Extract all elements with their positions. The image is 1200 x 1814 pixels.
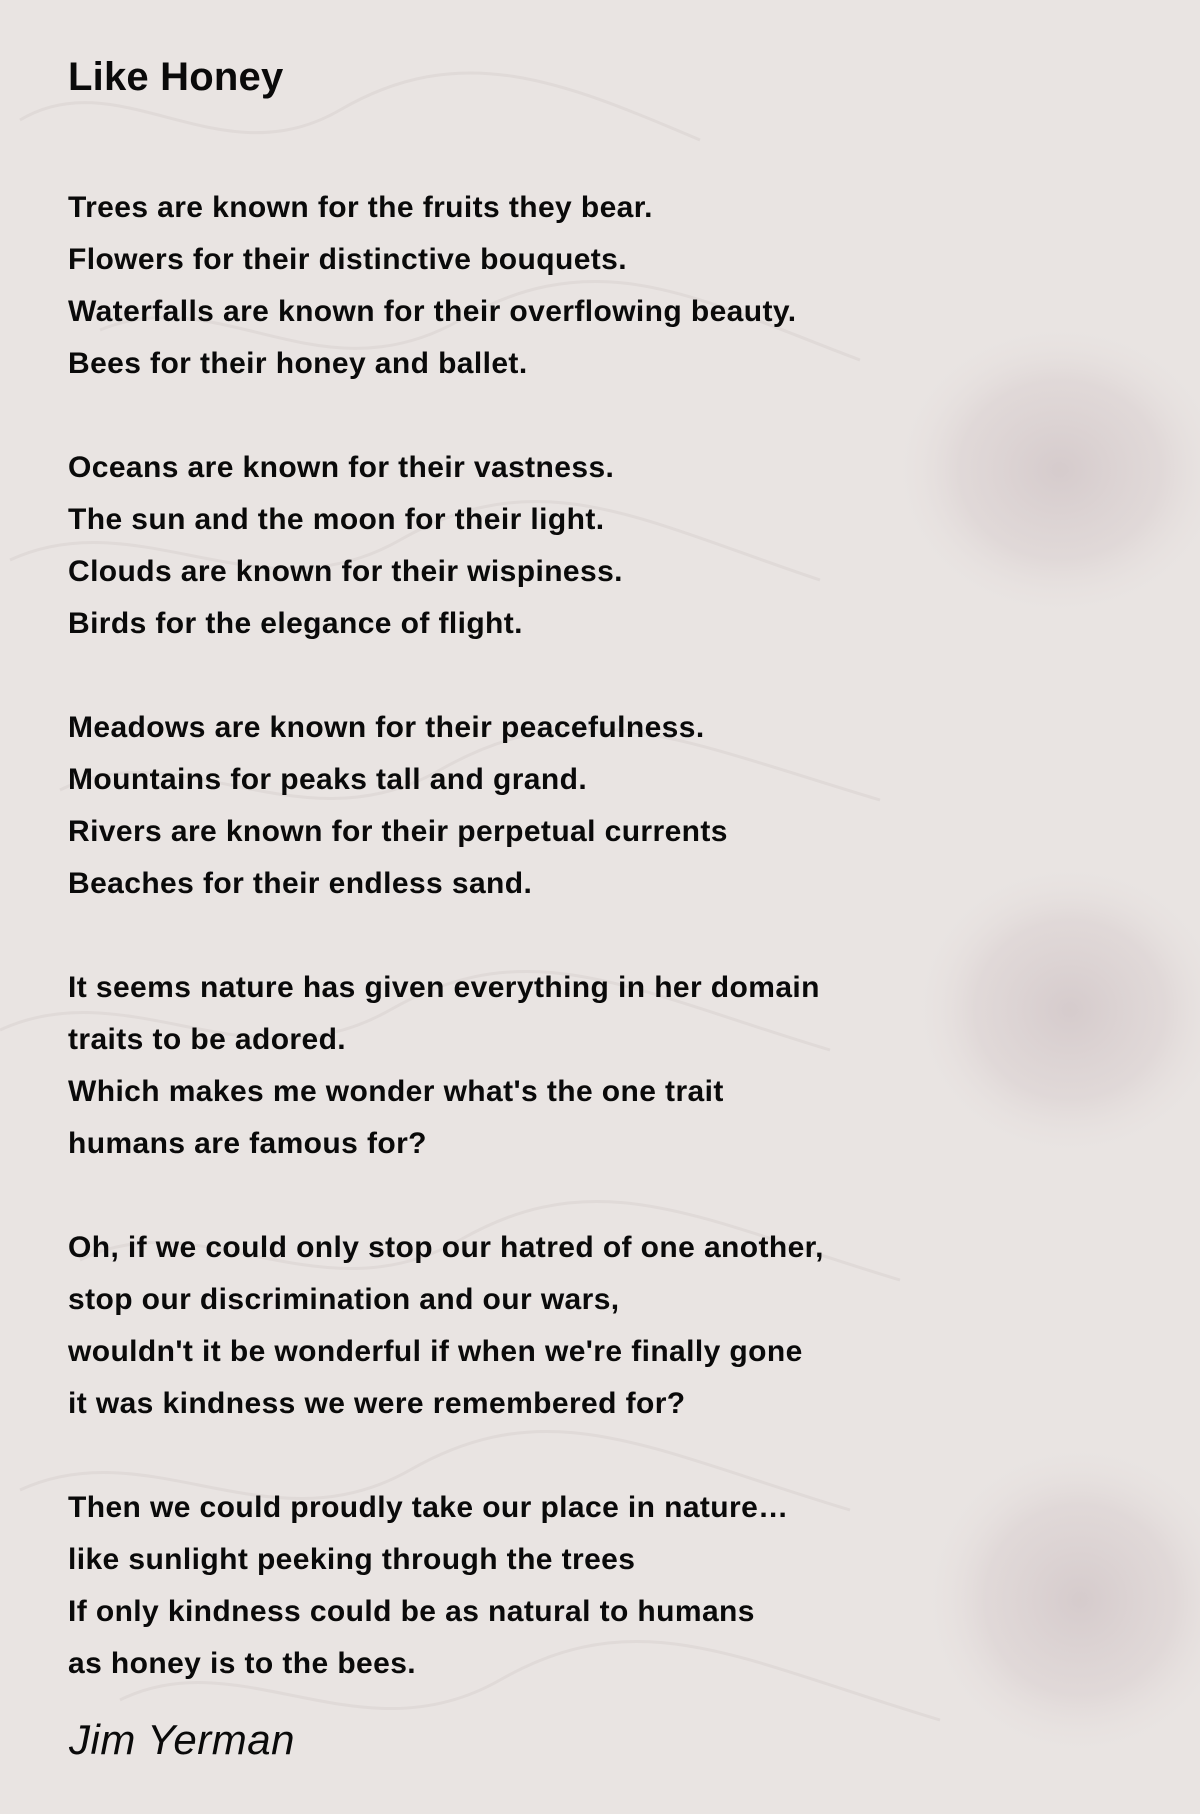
poem-line: Trees are known for the fruits they bear. — [68, 191, 653, 224]
poem-line: Waterfalls are known for their overflowing beauty. — [68, 295, 797, 328]
poem-line: wouldn't it be wonderful if when we're finally gone — [68, 1335, 803, 1368]
poem-line: traits to be adored. — [68, 1023, 347, 1056]
stanza — [68, 702, 1148, 910]
poem-line: stop our discrimination and our wars, — [68, 1283, 620, 1316]
poem-line: Oceans are known for their vastness. — [68, 451, 615, 484]
poem-line: The sun and the moon for their light. — [68, 503, 605, 536]
stanza — [68, 962, 1148, 1170]
poem-line: Bees for their honey and ballet. — [68, 347, 528, 380]
stanza — [68, 182, 1148, 390]
poem-line: like sunlight peeking through the trees — [68, 1543, 636, 1576]
poem-line: It seems nature has given everything in her domain — [68, 971, 820, 1004]
poem-line: humans are famous for? — [68, 1127, 427, 1160]
poem-line: Beaches for their endless sand. — [68, 867, 533, 900]
poem-line: Then we could proudly take our place in nature… — [68, 1491, 789, 1524]
poem-line: Flowers for their distinctive bouquets. — [68, 243, 627, 276]
stanza — [68, 1482, 1148, 1690]
poem-line: Mountains for peaks tall and grand. — [68, 763, 588, 796]
stanza — [68, 1222, 1148, 1430]
poem-author: Jim Yerman — [69, 1716, 295, 1763]
poem-body — [68, 44, 1148, 1742]
poem-line: If only kindness could be as natural to humans — [68, 1595, 755, 1628]
poem-line: Which makes me wonder what's the one trait — [68, 1075, 724, 1108]
poem-line: Meadows are known for their peacefulness. — [68, 711, 705, 744]
poem-line: Birds for the elegance of flight. — [68, 607, 523, 640]
poem-line: Rivers are known for their perpetual currents — [68, 815, 728, 848]
stanza — [68, 442, 1148, 650]
poem-title: Like Honey — [68, 55, 284, 99]
poem-line: Clouds are known for their wispiness. — [68, 555, 623, 588]
poem-line: it was kindness we were remembered for? — [68, 1387, 686, 1420]
poem-line: Oh, if we could only stop our hatred of one another, — [68, 1231, 824, 1264]
poem-line: as honey is to the bees. — [68, 1647, 417, 1680]
